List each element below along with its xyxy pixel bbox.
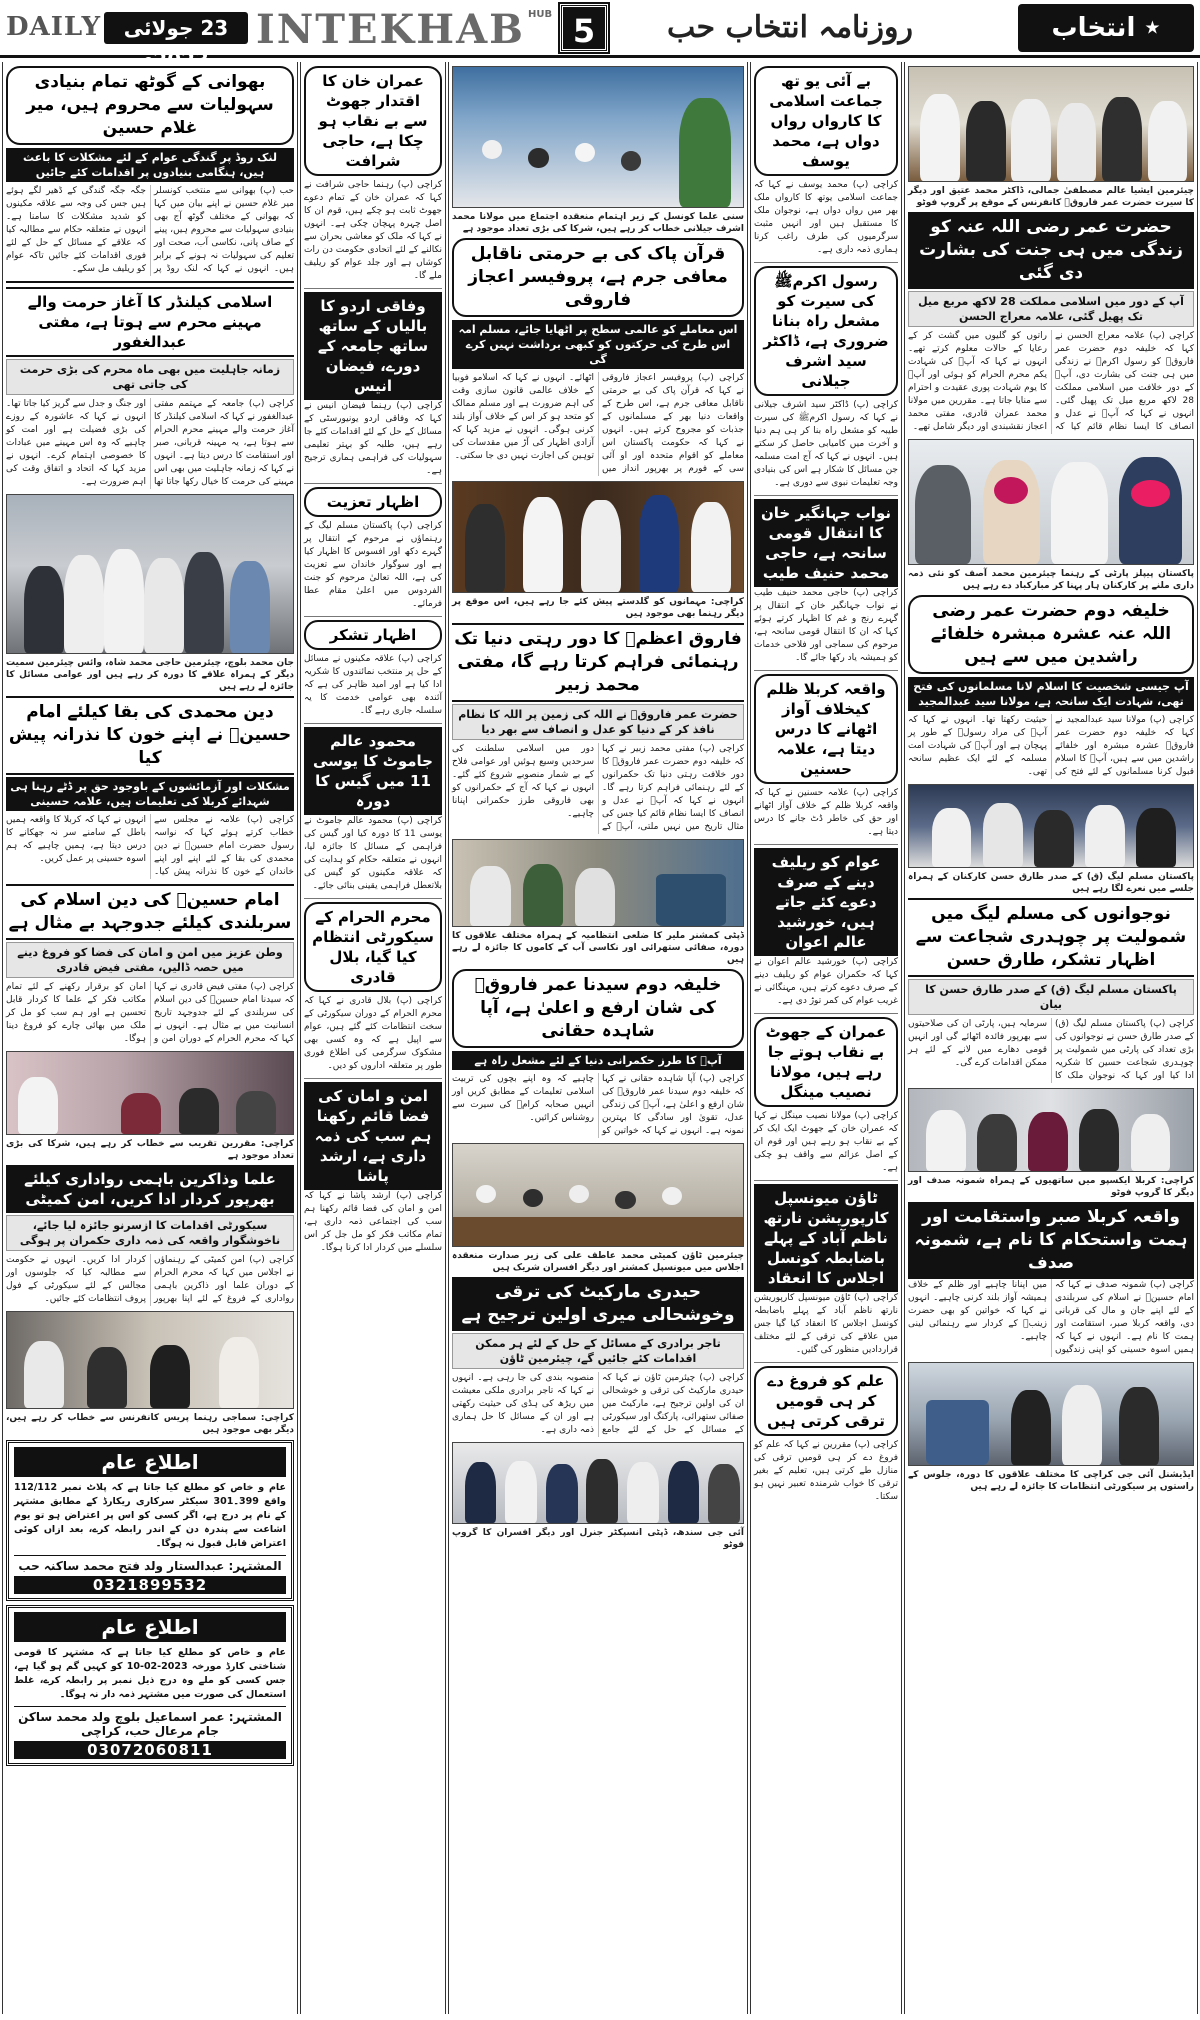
story-condolence (304, 487, 442, 611)
story-body: کراچی (پ) پاکستان مسلم لیگ (ق) کے صدر طارق حسن نے نوجوانوں کی بڑی تعداد کی پارٹی میں شمولیت پر چوہدری شجاعت حسین کا شکریہ ادا کیا اور کہا کہ نوجوان ملک کا سرمایہ ہیں، پارٹی ان کی صلاحیتوں سے بھرپور فائدہ اٹھائے گی اور انہیں قومی دھارے میں لانے کے لئے ہر ممکن اقدامات کرے گی۔ (908, 1019, 1194, 1081)
subheadline: اس معاملے کو عالمی سطح پر اٹھایا جائے، مسلم امہ اس طرح کی حرکتوں کو کبھی برداشت نہیں کرے گی (452, 320, 744, 369)
ad-phone: 03072060811 (14, 1741, 286, 1759)
photo-police-visit (908, 1362, 1194, 1466)
headline: دین محمدی کی بقا کیلئے امام حسینؓ نے اپنے خون کا نذرانہ پیش کیا (6, 696, 294, 775)
column-5 (904, 62, 1198, 2014)
headline: اسلامی کیلنڈر کا آغاز حرمت والے مہینے محرم سے ہوتا ہے، مفتی عبدالغفور (6, 287, 294, 357)
photo-street-visit (6, 494, 294, 654)
story-jannat-bisharat (908, 212, 1194, 434)
story-body: کراچی (پ) جامعہ کے مہتمم مفتی عبدالغفور نے کہا کہ اسلامی کیلنڈر کا آغاز حرمت والے مہینے محرم الحرام سے ہوتا ہے، یہ مہینہ قربانی، صبر اور استقامت کا درس دیتا ہے۔ انہوں نے کہا کہ زمانہ جاہلیت میں بھی اس مہینے کی حرمت کا خیال رکھا جاتا تھا اور جنگ و جدل سے گریز کیا جاتا تھا۔ انہوں نے کہا کہ عاشورہ کے روزے کی بڑی فضیلت ہے اور امت کو چاہیے کہ وہ اس مہینے میں عبادات کا خصوصی اہتمام کرے۔ انہوں نے مزید کہا کہ اتحاد و اتفاق وقت کی اہم ضرورت ہے۔ (6, 399, 294, 487)
photo-caption: کراچی: مقررین تقریب سے خطاب کر رہے ہیں، شرکا کی بڑی تعداد موجود ہے (6, 1139, 294, 1161)
story-body: کراچی (پ) پاکستان مسلم لیگ کے رہنماؤں نے مرحوم کے انتقال پر گہرے دکھ اور افسوس کا اظہار کیا ہے اور سوگوار خاندان سے تعزیت کی ہے، اللہ تعالیٰ مرحوم کو جنت الفردوس میں اعلیٰ مقام عطا فرمائے۔ (304, 521, 442, 609)
masthead-logo (1018, 4, 1194, 52)
story-jamaat-youth (754, 66, 898, 257)
photo-gathering (452, 66, 744, 208)
headline: واقعہ کربلا صبر واستقامت اور ہمت واستحکام کا نام ہے، شمونہ صدف (908, 1202, 1194, 1279)
photo-rally (908, 784, 1194, 868)
subheadline: آپ جیسی شخصیت کا اسلام لانا مسلمانوں کی فتح تھی، شہادت ایک سانحہ ہے، مولانا سید عبدالمجید (908, 677, 1194, 711)
subheadline: پاکستان مسلم لیگ (ق) کے صدر طارق حسن کا بیان (908, 979, 1194, 1015)
story-body: کراچی (پ) مفتی فیض قادری نے کہا کہ سیدنا امام حسینؓ کی دین اسلام کی سربلندی کے لئے جدوجہد تاریخ انسانیت میں بے مثال ہے۔ انہوں نے کہا کہ محرم الحرام کے دوران امن و امان کو برقرار رکھنے کے لئے تمام مکاتب فکر کے علما کا کردار قابل تحسین ہے اور ہم سب کو مل کر ملک میں بھائی چارے کو فروغ دینا ہوگا۔ (6, 982, 294, 1044)
story-haidri-market (452, 1277, 744, 1437)
divider (6, 281, 294, 283)
headline: عمران کے جھوٹ بے نقاب ہوتے جا رہے ہیں، مولانا نصیب مینگل (754, 1017, 898, 1107)
ad-body: عام و خاص کو مطلع کیا جاتا ہے کہ مشتہر کا قومی شناختی کارڈ مورخہ 2023-02-10 کو کہیں گم ہو گیا ہے، جس کسی کو ملے وہ درج ذیل نمبر پر رابطہ کرے، غلط استعمال کی صورت میں مشتہر ذمہ دار نہ ہوگا۔ (14, 1647, 286, 1700)
photo-caption: جان محمد بلوچ، چیئرمین حاجی محمد شاہ، وائس چیئرمین سمیت دیگر کے ہمراہ علاقے کا دورہ کر رہے ہیں اور عوامی مسائل کا جائزہ لے رہے ہیں (6, 658, 294, 692)
headline: خلیفہ دوم سیدنا عمر فاروقؓ کی شان ارفع و اعلیٰ ہے، آپا شاہدہ حقانی (452, 969, 744, 1048)
photo-caption: کراچی: مہمانوں کو گلدستے پیش کئے جا رہے ہیں، اس موقع پر دیگر رہنما بھی موجود ہیں (452, 597, 744, 619)
photo-event-speakers (6, 1051, 294, 1135)
ad-title: اطلاع عام (14, 1447, 286, 1477)
headline: واقعہ کربلا ظلم کیخلاف آواز اٹھانے کا درس دیتا ہے، علامہ حسنین (754, 674, 898, 784)
page-number: 5 (560, 4, 608, 52)
photo-town-meeting (452, 1143, 744, 1247)
story-nawab-jahangir (754, 499, 898, 665)
masthead-name-urdu: روزنامہ انتخاب حب (667, 10, 913, 45)
story-body: کراچی (پ) خورشید عالم اعوان نے کہا کہ حکمران عوام کو ریلیف دینے کے صرف دعوے کرتے ہیں، مہنگائی نے غریب عوام کی کمر توڑ دی ہے۔ (754, 957, 898, 1006)
headline: بھوانی کے گوٹھ تمام بنیادی سہولیات سے محروم ہیں، میر غلام حسین (6, 66, 294, 145)
story-gratitude (304, 620, 442, 718)
headline: نوجوانوں کی مسلم لیگ میں شمولیت پر چوہدری شجاعت سے اظہار تشکر، طارق حسن (908, 898, 1194, 977)
subheadline: زمانہ جاہلیت میں بھی ماہ محرم کی بڑی حرمت کی جاتی تھی (6, 359, 294, 395)
photo-group-officers (452, 1442, 744, 1524)
headline: محرم الحرام کے سیکورٹی انتظام کیا گیا، بلال قادری (304, 902, 442, 992)
story-body: کراچی (پ) مولانا نصیب مینگل نے کہا کہ عمران خان کے جھوٹ ایک ایک کر کے بے نقاب ہو رہے ہیں اور قوم ان کے اصل عزائم سے واقف ہو چکی ہے۔ (754, 1111, 898, 1173)
headline: بے آئی یو تھ جماعت اسلامی کا کارواں رواں دواں ہے، محمد یوسف (754, 66, 898, 176)
star-icon: ★ (1144, 17, 1161, 39)
subheadline: سیکورٹی اقدامات کا ازسرنو جائزہ لیا جائے، ناخوشگوار واقعہ کی ذمہ داری حکمران پر ہوگی (6, 1215, 294, 1251)
divider (304, 483, 442, 484)
story-karbala-lesson (754, 674, 898, 839)
photo-caption: کراچی: کربلا ایکسپو میں ساتھیوں کے ہمراہ شمونہ صدف اور دیگر کا گروپ فوٹو (908, 1176, 1194, 1198)
story-seerat (754, 266, 898, 490)
story-body: کراچی (پ) حاجی محمد حنیف طیب نے نواب جہانگیر خان کے انتقال پر گہرے رنج و غم کا اظہار کرتے ہوئے کہا کہ ان کا انتقال قومی سانحہ ہے، مرحوم کی سماجی اور فلاحی خدمات کو ہمیشہ یاد رکھا جائے گا۔ (754, 588, 898, 663)
headline: اظہار تشکر (304, 620, 442, 650)
story-body: کراچی (پ) علامہ معراج الحسن نے کہا کہ خلیفہ دوم حضرت عمر فاروقؓ کو رسول اکرمﷺ نے زندگی میں ہی جنت کی بشارت دی، آپؓ کے دور خلافت میں اسلامی مملکت 28 لاکھ مربع میل تک پھیل گئی۔ انہوں نے کہا کہ آپؓ نے عدل و انصاف کا ایسا نظام قائم کیا کہ راتوں کو گلیوں میں گشت کر کے رعایا کے حالات معلوم کرتے تھے۔ انہوں نے کہا کہ آپؓ کی شہادت یکم محرم الحرام کو ہوئی اور آپؓ کا یوم شہادت پوری عقیدت و احترام سے منایا جاتا ہے۔ مقررین میں مولانا محمد عمران قادری، مفتی محمد اعجاز نقشبندی اور دیگر شامل تھے۔ (908, 331, 1194, 432)
headline: امن و امان کی فضا قائم رکھنا ہم سب کی ذمہ داری ہے، ارشد پاشا (304, 1082, 442, 1190)
photo-caption: پاکستان مسلم لیگ (ق) کے صدر طارق حسن کارکنان کے ہمراہ جلسے میں نعرے لگا رہے ہیں (908, 872, 1194, 894)
story-body: کراچی (پ) مقررین نے کہا کہ علم کو فروغ دے کر ہی قومیں ترقی کی منازل طے کرتی ہیں، تعلیم کے بغیر ترقی کا خواب شرمندہ تعبیر نہیں ہو سکتا۔ (754, 1440, 898, 1502)
headline: امام حسینؓ کی دین اسلام کی سربلندی کیلئے جدوجہد بے مثال ہے (6, 884, 294, 940)
story-ashra-mubashra (908, 595, 1194, 779)
story-deen-muhammadi (6, 696, 294, 879)
photo-caption: پاکستان پیپلز پارٹی کے رہنما چیئرمین محمد آصف کو نئی ذمہ داری ملنے پر کارکنان ہار پہنا کر مبارکباد دے رہے ہیں (908, 569, 1194, 591)
story-body: کراچی (پ) محمد یوسف نے کہا کہ جماعت اسلامی یوتھ کا کارواں ملک بھر میں رواں دواں ہے، نوجوان ملک کا مستقبل ہیں اور انہیں مثبت سرگرمیوں کی طرف راغب کرنا ہماری ذمہ داری ہے۔ (754, 180, 898, 255)
divider (754, 1362, 898, 1363)
subheadline: آپ کے دور میں اسلامی مملکت 28 لاکھ مربع میل تک پھیل گئی، علامہ معراج الحسن (908, 291, 1194, 327)
story-imran-khan (304, 66, 442, 283)
ad-title: اطلاع عام (14, 1612, 286, 1642)
story-body: کراچی (پ) چیئرمین ٹاؤن نے کہا کہ حیدری مارکیٹ کی ترقی و خوشحالی ان کی اولین ترجیح ہے، مارکیٹ میں صفائی ستھرائی، پارکنگ اور سیکورٹی کے مسائل کے حل کے لئے جامع منصوبہ بندی کی جا رہی ہے۔ انہوں نے کہا کہ تاجر برادری ملکی معیشت میں ریڑھ کی ہڈی کی حیثیت رکھتی ہے اور ان کے مسائل کا حل ہماری ذمہ داری ہے۔ (452, 1373, 744, 1435)
story-bhawani (6, 66, 294, 276)
photo-dc-visit (452, 839, 744, 927)
photo-press-conference (6, 1311, 294, 1409)
story-body: کراچی (پ) آپا شاہدہ حقانی نے کہا کہ خلیفہ دوم سیدنا عمر فاروقؓ کی شان ارفع و اعلیٰ ہے، آپؓ کی زندگی عدل، تقویٰ اور سادگی کا بہترین نمونہ ہے۔ انہوں نے کہا کہ خواتین کو چاہیے کہ وہ اپنے بچوں کی تربیت اسلامی تعلیمات کے مطابق کریں اور انہیں صحابہ کرامؓ کی سیرت سے روشناس کرائیں۔ (452, 1074, 744, 1136)
ad-signatory: المشتہر: عمر اسماعیل بلوچ ولد محمد ساکن جام مرعال حب، کراچی (14, 1706, 286, 1738)
headline: ٹاؤن میونسپل کارپوریشن نارتھ ناظم آباد کے پہلے باضابطہ کونسل اجلاس کا انعقاد (754, 1184, 898, 1292)
divider (754, 670, 898, 671)
story-body: حب (پ) بھوانی سے منتخب کونسلر میر غلام حسین نے اپنے بیان میں کہا کہ بھوانی کے مختلف گوٹھ آج بھی بنیادی سہولیات سے محروم ہیں، پینے کے صاف پانی، نکاسی آب، صحت اور تعلیم کی سہولیات نہ ہونے کے برابر ہیں۔ انہوں نے کہا کہ لنک روڈ پر جگہ جگہ گندگی کے ڈھیر لگے ہوئے ہیں جس کی وجہ سے علاقہ مکینوں کو شدید مشکلات کا سامنا ہے۔ انہوں نے متعلقہ حکام سے مطالبہ کیا کہ علاقے کے مسائل کے حل کے لئے فوری اقدامات کئے جائیں تاکہ عوام کو ریلیف مل سکے۔ (6, 186, 294, 274)
story-law-and-order (304, 1082, 442, 1255)
classified-ad-2 (6, 1605, 294, 1766)
story-urdu-university (304, 292, 442, 478)
photo-conference-stage (908, 66, 1194, 182)
headline: علما وذاکرین باہمی رواداری کیلئے بھرپور کردار ادا کریں، امن کمیٹی (6, 1165, 294, 1213)
ad-signatory: المشتہر: عبدالستار ولد فتح محمد ساکنہ حب (14, 1555, 286, 1573)
story-body: کراچی (پ) ارشد پاشا نے کہا کہ امن و امان کی فضا قائم رکھنا ہم سب کی اجتماعی ذمہ داری ہے، تمام مکاتب فکر کو مل جل کر اس سلسلے میں کردار ادا کرنا ہوگا۔ (304, 1191, 442, 1253)
divider (304, 288, 442, 289)
story-youth-muslim-league (908, 898, 1194, 1083)
divider (304, 723, 442, 724)
headline: قرآن پاک کی بے حرمتی ناقابل معافی جرم ہے، پروفیسر اعجاز فاروقی (452, 238, 744, 317)
photo-karbala-expo (908, 1088, 1194, 1172)
story-body: کراچی (پ) علامہ حسنین نے کہا کہ واقعہ کربلا ظلم کے خلاف آواز اٹھانے اور حق کی خاطر ڈٹ جانے کا درس دیتا ہے۔ (754, 788, 898, 837)
story-muharram-security (304, 902, 442, 1073)
photo-caption: چیئرمین ٹاؤن کمیٹی محمد عاطف علی کی زیر صدارت منعقدہ اجلاس میں میونسپل کمشنر اور دیگر افسران شریک ہیں (452, 1251, 744, 1273)
story-body: کراچی (پ) علامہ نے مجلس سے خطاب کرتے ہوئے کہا کہ نواسہ رسول حضرت امام حسینؓ نے دین محمدی کی بقا کے لئے اپنے اور اپنے خاندان کے خون کا نذرانہ پیش کیا۔ انہوں نے کہا کہ کربلا کا واقعہ ہمیں باطل کے سامنے سر نہ جھکانے کا درس دیتا ہے، ہمیں چاہیے کہ ہم اسوہ حسینی پر عمل کریں۔ (6, 815, 294, 877)
headline: حیدری مارکیٹ کی ترقی وخوشحالی میری اولین ترجیح ہے (452, 1277, 744, 1331)
divider (754, 1180, 898, 1181)
headline: عوام کو ریلیف دینے کے صرف دعوے کئے جاتے ہیں، خورشید عالم اعوان (754, 848, 898, 956)
column-3 (448, 62, 748, 2014)
photo-caption: کراچی: سماجی رہنما پریس کانفرنس سے خطاب کر رہے ہیں، دیگر بھی موجود ہیں (6, 1413, 294, 1435)
masthead-daily-label: DAILY (6, 12, 102, 42)
story-aman-committee (6, 1165, 294, 1306)
story-uc11-visit (304, 727, 442, 893)
story-umar-farooq-shan (452, 969, 744, 1138)
photo-caption: ایڈیشنل آئی جی کراچی کا مختلف علاقوں کا دورہ، جلوس کے راستوں پر سیکورٹی انتظامات کا جائزہ لے رہے ہیں (908, 1470, 1194, 1492)
story-imam-hussain-struggle (6, 884, 294, 1046)
story-body: کراچی (پ) رہنما فیضان انیس نے کہا کہ وفاقی اردو یونیورسٹی کے مسائل کے حل کے لئے اقدامات کئے جا رہے ہیں، طلبہ کو بہتر تعلیمی سہولیات کی فراہمی ہماری ترجیح ہے۔ (304, 401, 442, 476)
story-relief-claims (754, 848, 898, 1008)
story-farooq-azam (452, 623, 744, 834)
photo-caption: سنی علما کونسل کے زیر اہتمام منعقدہ اجتماع میں مولانا محمد اشرف جیلانی خطاب کر رہے ہیں، شرکا کی بڑی تعداد موجود ہے (452, 212, 744, 234)
divider (754, 495, 898, 496)
masthead-hub-label: HUB (528, 9, 553, 20)
story-body: کراچی (پ) ڈاکٹر سید اشرف جیلانی نے کہا کہ رسول اکرمﷺ کی سیرت طیبہ کو مشعل راہ بنا کر ہی ہم دنیا و آخرت میں کامیابی حاصل کر سکتے ہیں۔ انہوں نے کہا کہ آج امت مسلمہ جن مسائل کا شکار ہے اس کی بنیادی وجہ تعلیمات نبوی سے دوری ہے۔ (754, 400, 898, 488)
divider (754, 1013, 898, 1014)
story-imran-lies (754, 1017, 898, 1175)
subheadline: لنک روڈ پر گندگی عوام کے لئے مشکلات کا باعث ہیں، ہنگامی بنیادوں پر اقدامات کئے جائیں (6, 148, 294, 182)
divider (304, 898, 442, 899)
masthead (0, 0, 1200, 72)
subheadline: وطن عزیز میں امن و امان کی فضا کو فروغ دینے میں حصہ ڈالیں، مفتی فیض قادری (6, 942, 294, 978)
photo-caption: ڈپٹی کمشنر ملیر کا ضلعی انتظامیہ کے ہمراہ مختلف علاقوں کا دورہ، صفائی ستھرائی اور نکاسی آب کے کاموں کا جائزہ لے رہے ہیں (452, 931, 744, 965)
story-body: کراچی (پ) محمود عالم جاموٹ نے یوسی 11 کا دورہ کیا اور گیس کی فراہمی کے مسائل کا جائزہ لیا، انہوں نے متعلقہ حکام کو ہدایت کی کہ علاقہ مکینوں کو گیس کی بلاتعطل فراہمی یقینی بنائی جائے۔ (304, 816, 442, 891)
photo-garlands (908, 439, 1194, 565)
story-body: کراچی (پ) ٹاؤن میونسپل کارپوریشن نارتھ ناظم آباد کے پہلے باضابطہ کونسل اجلاس کا انعقاد کیا گیا جس میں علاقے کی ترقی کے لئے مختلف قراردادیں منظور کی گئیں۔ (754, 1293, 898, 1355)
divider (754, 844, 898, 845)
subheadline: مشکلات اور آزمائشوں کے باوجود حق پر ڈٹے رہنا ہی شہدائے کربلا کی تعلیمات ہیں، علامہ حسینی (6, 777, 294, 811)
story-knowledge (754, 1366, 898, 1504)
headline: وفاقی اردو کا بالیاں کے ساتھ ساتھ جامعہ کے دورے، فیضان انیس (304, 292, 442, 400)
column-1 (2, 62, 298, 2014)
column-2 (300, 62, 446, 2014)
headline: علم کو فروغ دے کر ہی قومیں ترقی کرتی ہیں (754, 1366, 898, 1436)
story-body: کراچی (پ) امن کمیٹی کے رہنماؤں نے اجلاس میں کہا کہ محرم الحرام کے دوران علما اور ذاکرین باہمی رواداری کے فروغ کے لئے اپنا بھرپور کردار ادا کریں۔ انہوں نے حکومت سے مطالبہ کیا کہ جلوسوں اور مجالس کے لئے سیکورٹی کے فول پروف انتظامات کئے جائیں۔ (6, 1255, 294, 1304)
story-body: کراچی (پ) مفتی محمد زبیر نے کہا کہ خلیفہ دوم حضرت عمر فاروقؓ کا دور خلافت رہتی دنیا تک حکمرانوں کے لئے رہنمائی فراہم کرتا رہے گا۔ انہوں نے کہا کہ آپؓ نے عدل و انصاف کا ایسا نظام قائم کیا جس کی مثال تاریخ میں نہیں ملتی، آپؓ کے دور میں اسلامی سلطنت کی سرحدیں وسیع ہوئیں اور عوامی فلاح کے بے شمار منصوبے شروع کئے گئے۔ انہوں نے کہا کہ آج کے حکمرانوں کو بھی فاروقی طرز حکمرانی اپنانا چاہیے۔ (452, 744, 744, 832)
ad-phone: 0321899532 (14, 1576, 286, 1594)
story-body: کراچی (پ) شمونہ صدف نے کہا کہ امام حسینؓ نے اسلام کی سربلندی کے لئے اپنے جان و مال کی قربانی دی، واقعہ کربلا صبر، استقامت اور ہمت کا نام ہے۔ انہوں نے کہا کہ ہمیں اسوہ حسینی کو اپنی زندگیوں میں اپنانا چاہیے اور ظلم کے خلاف ہمیشہ آواز بلند کرنی چاہیے۔ انہوں نے کہا کہ خواتین کو بھی حضرت زینبؓ کے کردار سے رہنمائی لینی چاہیے۔ (908, 1280, 1194, 1355)
headline: حضرت عمر رضی اللہ عنہ کو زندگی میں ہی جنت کی بشارت دی گئی (908, 212, 1194, 289)
story-body: کراچی (پ) بلال قادری نے کہا کہ محرم الحرام کے دوران سیکورٹی کے سخت انتظامات کئے گئے ہیں، عوام سے اپیل ہے کہ وہ کسی بھی مشکوک سرگرمی کی اطلاع فوری طور پر متعلقہ اداروں کو دیں۔ (304, 996, 442, 1071)
masthead-logo-text: انتخاب (1051, 13, 1136, 43)
column-4 (750, 62, 902, 2014)
photo-caption: چیئرمین ایشیا عالم مصطفیٰ جمالی، ڈاکٹر محمد عتیق اور دیگر کا سیرت حضرت عمر فاروقؓ کانفرنس کے موقع پر گروپ فوٹو (908, 186, 1194, 208)
photo-caption: آئی جی سندھ، ڈپٹی انسپکٹر جنرل اور دیگر افسران کا گروپ فوٹو (452, 1528, 744, 1550)
story-tmc-council (754, 1184, 898, 1357)
headline: خلیفہ دوم حضرت عمر رضی اللہ عنہ عشرہ مبشرہ خلفائے راشدین میں سے ہیں (908, 595, 1194, 674)
story-muharram-calendar (6, 287, 294, 489)
classified-ad-1 (6, 1440, 294, 1601)
story-karbala-sabr (908, 1202, 1194, 1357)
story-body: کراچی (پ) مولانا سید عبدالمجید نے کہا کہ خلیفہ دوم حضرت عمر فاروقؓ عشرہ مبشرہ اور خلفائے راشدین میں سے ہیں، آپؓ کا اسلام قبول کرنا مسلمانوں کے لئے فتح کی حیثیت رکھتا تھا۔ انہوں نے کہا کہ آپؓ کی مراد رسولﷺ کے طور پر پہچان ہے اور آپؓ کی شہادت امت مسلمہ کے لئے ایک عظیم سانحہ تھی۔ (908, 715, 1194, 777)
photo-bouquet-ceremony (452, 481, 744, 593)
headline: عمران خان کا اقتدار جھوٹ سے بے نقاب ہو چکا ہے، حاجی شرافت (304, 66, 442, 176)
ad-body: عام و خاص کو مطلع کیا جاتا ہے کہ پلاٹ نمبر 112/112 واقع 399۔301 سیکٹر سرکاری ریکارڈ کے مطابق مشتہر کے نام پر درج ہے، اگر کسی کو اس پر اعتراض ہو تو یوم اشاعت سے پندرہ دن کے اندر رابطہ کرے، بعد ازاں کوئی اعتراض قابل قبول نہ ہوگا۔ (14, 1482, 286, 1549)
story-body: کراچی (پ) علاقہ مکینوں نے مسائل کے حل پر منتخب نمائندوں کا شکریہ ادا کیا ہے اور امید ظاہر کی ہے کہ آئندہ بھی عوامی خدمت کا یہ سلسلہ جاری رہے گا۔ (304, 654, 442, 716)
subheadline: آپؓ کا طرز حکمرانی دنیا کے لئے مشعل راہ ہے (452, 1051, 744, 1070)
masthead-name-english: INTEKHAB (256, 6, 525, 53)
headline: اظہار تعزیت (304, 487, 442, 517)
divider (304, 1078, 442, 1079)
masthead-date: 23 جولائی 2023ء (104, 12, 248, 44)
subheadline: حضرت عمر فاروقؓ نے اللہ کی زمین پر اللہ کا نظام نافذ کر کے دنیا کو عدل و انصاف سے بھر دیا (452, 704, 744, 740)
headline: محمود عالم جاموٹ کا یوسی 11 میں گیس کا دورہ (304, 727, 442, 815)
subheadline: تاجر برادری کے مسائل کے حل کے لئے ہر ممکن اقدامات کئے جائیں گے، چیئرمین ٹاؤن (452, 1333, 744, 1369)
story-body: کراچی (پ) رہنما حاجی شرافت نے کہا کہ عمران خان کے تمام دعوے جھوٹ ثابت ہو چکے ہیں، قوم ان کا اصل چہرہ پہچان چکی ہے۔ انہوں نے کہا کہ ملک کو معاشی بحران سے نکالنے کے لئے اتحادی حکومت دن رات کوشاں ہے اور جلد عوام کو ریلیف ملے گا۔ (304, 180, 442, 281)
divider (754, 262, 898, 263)
headline: رسول اکرمﷺ کی سیرت کو مشعل راہ بنانا ضروری ہے، ڈاکٹر سید اشرف جیلانی (754, 266, 898, 396)
divider (304, 616, 442, 617)
headline: نواب جہانگیر خان کا انتقال قومی سانحہ ہے، حاجی محمد حنیف طیب (754, 499, 898, 587)
headline: فاروق اعظمؓ کا دور رہتی دنیا تک رہنمائی فراہم کرتا رہے گا، مفتی محمد زبیر (452, 623, 744, 702)
story-body: کراچی (پ) پروفیسر اعجاز فاروقی نے کہا کہ قرآن پاک کی بے حرمتی ناقابل معافی جرم ہے، اس طرح کے واقعات دنیا بھر کے مسلمانوں کے جذبات کو مجروح کرتے ہیں۔ انہوں نے کہا کہ حکومت پاکستان اس معاملے کو اقوام متحدہ اور او آئی سی کے فورم پر بھرپور انداز میں اٹھائے۔ انہوں نے کہا کہ اسلامو فوبیا کے خلاف عالمی قانون سازی وقت کی اہم ضرورت ہے اور مسلم ممالک کو متحد ہو کر اس کے خلاف آواز بلند کرنی ہوگی۔ انہوں نے مزید کہا کہ آزادی اظہار کی آڑ میں مقدسات کی توہین کی اجازت نہیں دی جا سکتی۔ (452, 373, 744, 474)
story-quran-desecration (452, 238, 744, 476)
